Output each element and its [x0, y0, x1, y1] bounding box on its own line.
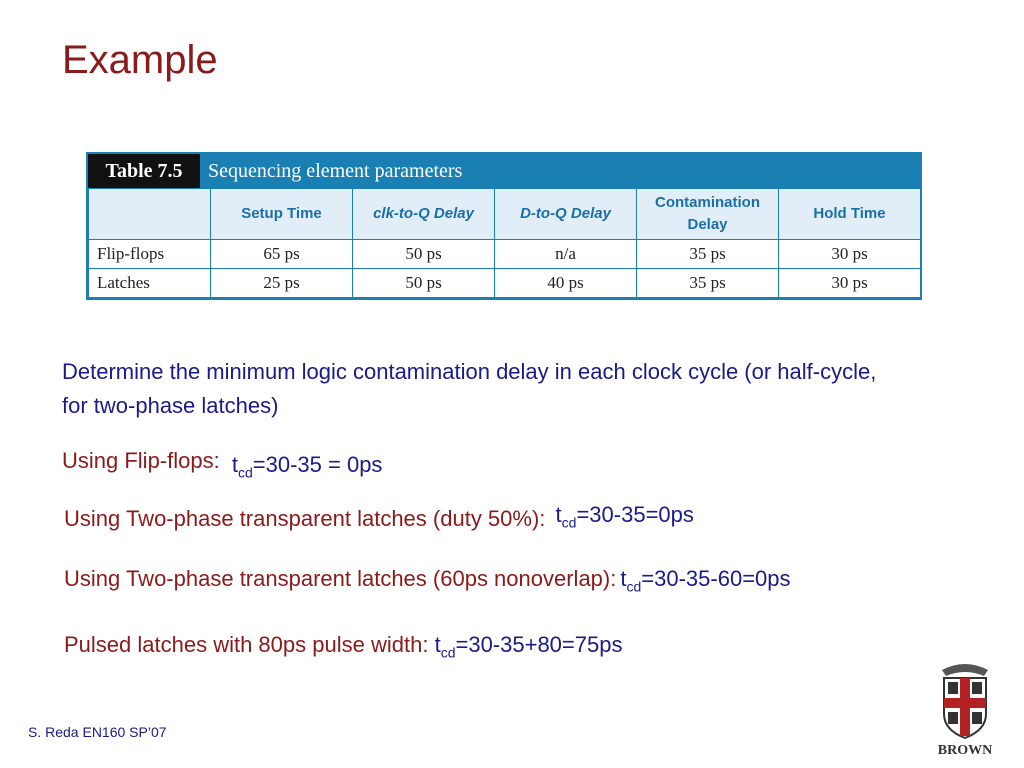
table-cell: 50 ps — [353, 240, 495, 269]
header-cell-setup-time: Setup Time — [211, 189, 353, 240]
row-label-flip-flops: Flip-flops — [89, 240, 211, 269]
answer-flip-flops — [62, 448, 383, 481]
formula-var: t — [620, 566, 627, 591]
slide-title: Example — [62, 38, 218, 82]
formula-sub: cd — [237, 464, 253, 481]
parameters-table — [86, 152, 922, 300]
header-cell-blank — [89, 189, 211, 240]
table-cell: 25 ps — [211, 269, 353, 298]
header-cell-hold-time: Hold Time — [779, 189, 921, 240]
table-caption: Sequencing element parameters — [208, 160, 463, 182]
answer-label: Using Two-phase transparent latches (duty 50%): — [64, 506, 546, 531]
answer-formula — [555, 502, 694, 531]
formula-sub: cd — [440, 644, 456, 661]
footer-credit: S. Reda EN160 SP’07 — [28, 724, 167, 740]
formula-sub: cd — [561, 514, 577, 531]
table-cell: 30 ps — [779, 269, 921, 298]
table-cell: 35 ps — [637, 240, 779, 269]
brown-logo — [922, 656, 1008, 756]
formula-expr: =30-35=0ps — [576, 502, 694, 527]
answer-label: Using Two-phase transparent latches (60ps nonoverlap): — [64, 566, 617, 591]
header-d-to-q-text: D-to-Q Delay — [520, 205, 611, 222]
formula-var: t — [231, 452, 238, 477]
header-cell-d-to-q — [495, 189, 637, 240]
logo-wordmark: BROWN — [937, 743, 993, 756]
formula-expr: =30-35 = 0ps — [252, 452, 383, 477]
table-cell: n/a — [495, 240, 637, 269]
answer-pulsed-latches — [64, 632, 622, 660]
header-cell-contamination-delay: Contamination Delay — [637, 189, 779, 240]
table-row — [89, 240, 921, 269]
table-cell: 40 ps — [495, 269, 637, 298]
formula-var: t — [434, 632, 441, 657]
answer-two-phase-duty — [64, 502, 694, 534]
question-text: Determine the minimum logic contamination delay in each clock cycle (or half-cycle, for two-phase latches) — [62, 359, 877, 418]
row-label-latches: Latches — [89, 269, 211, 298]
table-row — [89, 269, 921, 298]
formula-sub: cd — [626, 578, 642, 595]
answer-label: Using Flip-flops: — [62, 448, 220, 473]
answer-formula — [231, 452, 383, 481]
formula-expr: =30-35-60=0ps — [641, 566, 791, 591]
answer-two-phase-nonoverlap — [64, 566, 791, 595]
answer-formula — [620, 566, 791, 595]
header-clk-to-q-text: clk-to-Q Delay — [373, 205, 474, 222]
table-header-row — [89, 189, 921, 240]
table-cell: 30 ps — [779, 240, 921, 269]
header-cell-clk-to-q — [353, 189, 495, 240]
parameters-grid — [88, 188, 921, 298]
answer-label: Pulsed latches with 80ps pulse width: — [64, 632, 429, 657]
answer-formula — [434, 632, 623, 661]
table-cell: 50 ps — [353, 269, 495, 298]
table-header-bar — [88, 154, 920, 188]
table-cell: 35 ps — [637, 269, 779, 298]
table-number: Table 7.5 — [88, 154, 200, 188]
table-cell: 65 ps — [211, 240, 353, 269]
formula-expr: =30-35+80=75ps — [455, 632, 623, 657]
brown-shield-icon — [922, 656, 1008, 756]
formula-var: t — [555, 502, 562, 527]
